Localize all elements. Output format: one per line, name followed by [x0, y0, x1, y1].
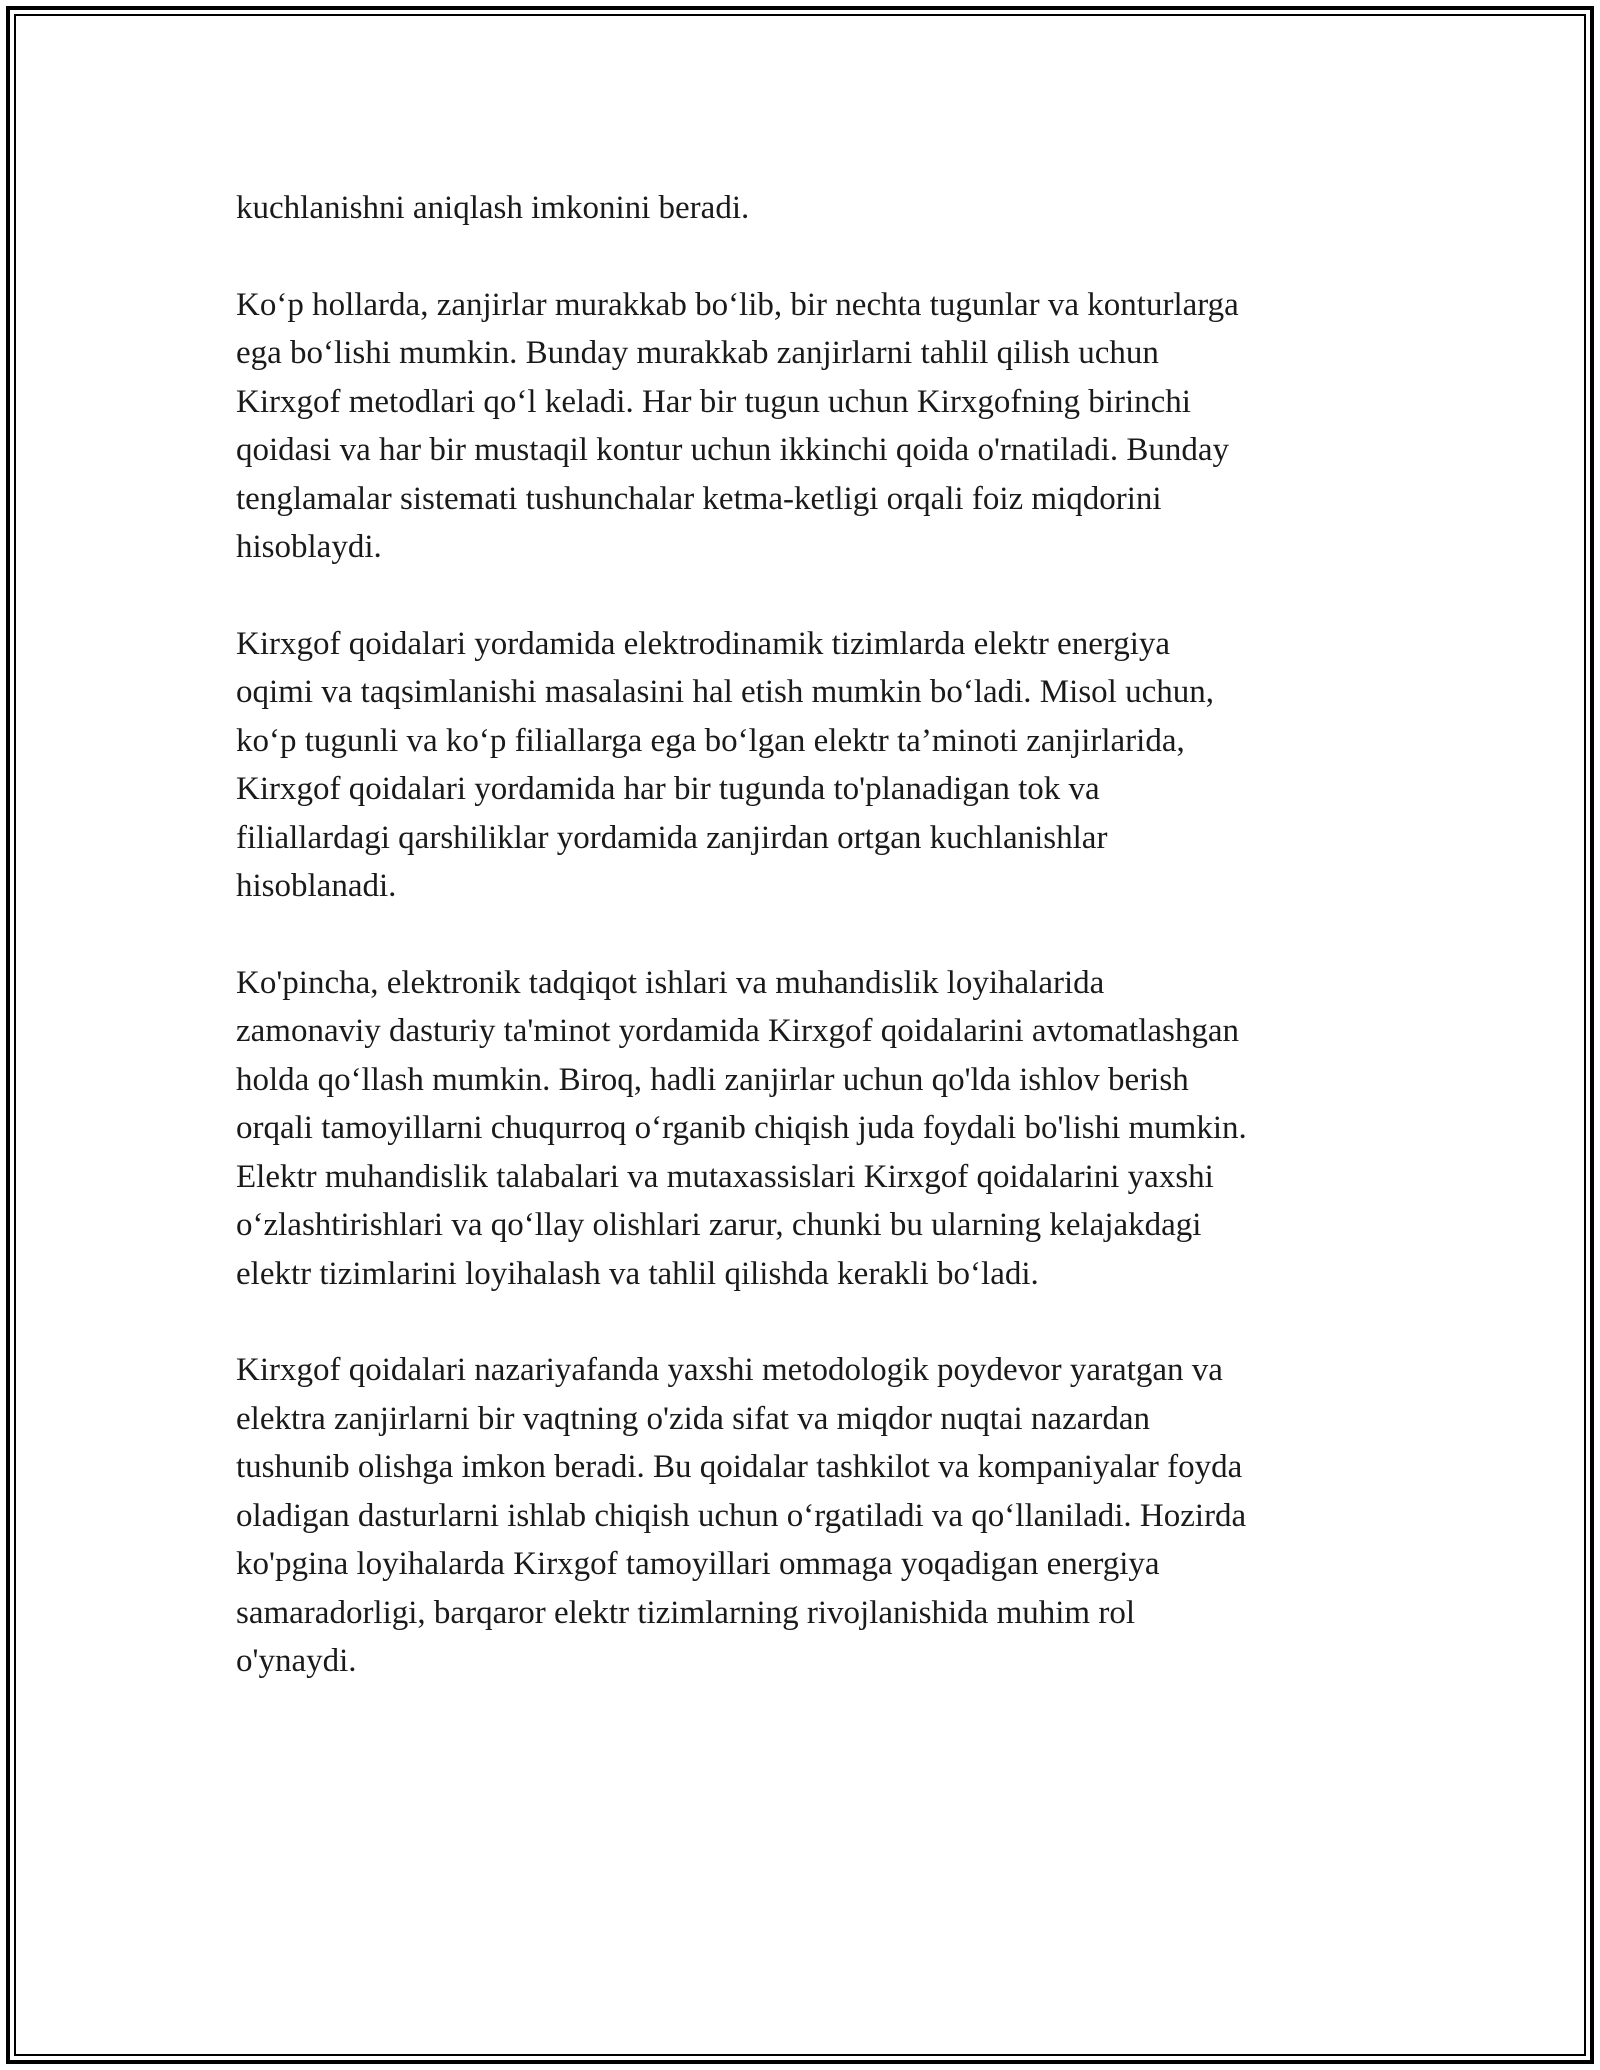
paragraph-2: Ko‘p hollarda, zanjirlar murakkab bo‘lib, bir nechta tugunlar va konturlarga ega bo‘lishi mumkin. Bunday murakkab zanjirlarni tahlil qilish uchun Kirxgof metodlari qo‘l keladi. Har bir tugun uchun Kirxgofning birinchi qoidasi va har bir mustaqil kontur uchun ikkinchi qoida o'rnatiladi. Bunday tenglamalar sistemati tushunchalar ketma-ketligi orqali foiz miqdorini hisoblaydi. — [236, 286, 1239, 565]
paragraph-1: kuchlanishni aniqlash imkonini beradi. — [236, 190, 750, 226]
paragraph-4: Ko'pincha, elektronik tadqiqot ishlari va muhandislik loyihalarida zamonaviy dasturiy ta'minot yordamida Kirxgof qoidalarini avtomatlashgan holda qo‘llash mumkin. Biroq, hadli zanjirlar uchun qo'lda ishlov berish orqali tamoyillarni chuqurroq o‘rganib chiqish juda foydali bo'lishi mumkin. Elektr muhandislik talabalari va mutaxassislari Kirxgof qoidalarini yaxshi o‘zlashtirishlari va qo‘llay olishlari zarur, chunki bu ularning kelajakdagi elektr tizimlarini loyihalash va tahlil qilishda kerakli bo‘ladi. — [236, 964, 1247, 1292]
document-body — [236, 184, 1366, 1734]
paragraph-3: Kirxgof qoidalari yordamida elektrodinamik tizimlarda elektr energiya oqimi va taqsimlanishi masalasini hal etish mumkin bo‘ladi. Misol uchun, ko‘p tugunli va ko‘p filiallarga ega bo‘lgan elektr ta’minoti zanjirlarida, Kirxgof qoidalari yordamida har bir tugunda to'planadigan tok va filiallardagi qarshiliklar yordamida zanjirdan ortgan kuchlanishlar hisoblanadi. — [236, 625, 1214, 904]
paragraph-5: Kirxgof qoidalari nazariyafanda yaxshi metodologik poydevor yaratgan va elektra zanjirlarni bir vaqtning o'zida sifat va miqdor nuqtai nazardan tushunib olishga imkon beradi. Bu qoidalar tashkilot va kompaniyalar foyda oladigan dasturlarni ishlab chiqish uchun o‘rgatiladi va qo‘llaniladi. Hozirda ko'pgina loyihalarda Kirxgof tamoyillari ommaga yoqadigan energiya samaradorligi, barqaror elektr tizimlarning rivojlanishida muhim rol o'ynaydi. — [236, 1352, 1247, 1679]
